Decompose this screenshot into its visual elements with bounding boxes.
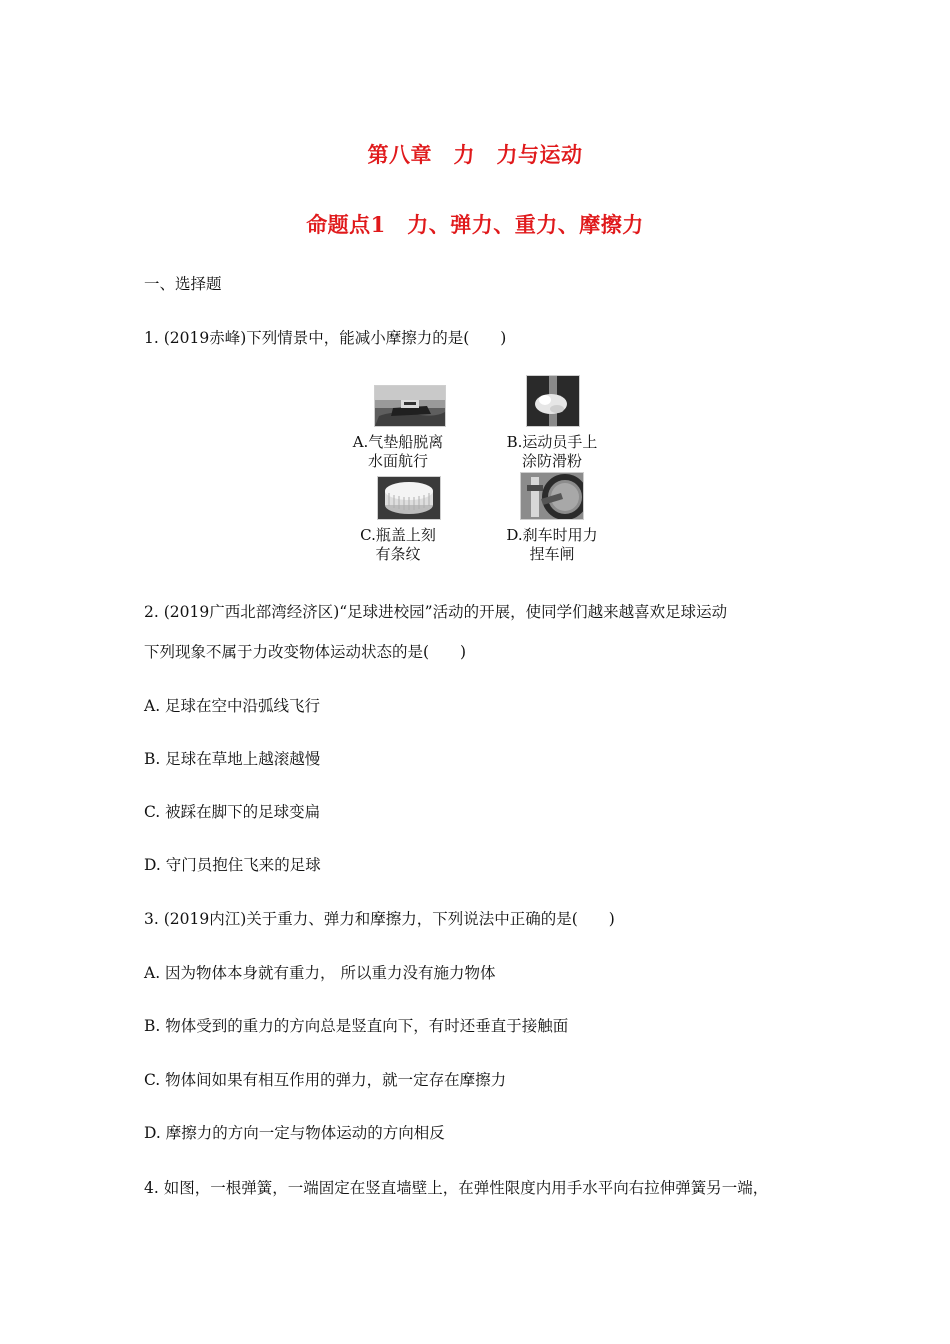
question-2-stem-line2: 下列现象不属于力改变物体运动状态的是( ) bbox=[144, 643, 467, 661]
topic-title: 命题点1 力、弹力、重力、摩擦力 bbox=[306, 212, 644, 237]
option-a-caption bbox=[333, 433, 463, 471]
option-a-line1: A.气垫船脱离 bbox=[352, 433, 444, 451]
bottle-cap-photo bbox=[377, 476, 441, 520]
question-4-stem: 4. 如图，一根弹簧，一端固定在竖直墙壁上，在弹性限度内用手水平向右拉伸弹簧另一端， bbox=[144, 1179, 769, 1197]
hovercraft-photo bbox=[374, 385, 446, 427]
question-2-stem-line1: 2. (2019广西北部湾经济区)“足球进校园”活动的开展，使同学们越来越喜欢足球运动 bbox=[144, 603, 728, 621]
option-c-caption bbox=[333, 526, 463, 564]
question-3-stem: 3. (2019内江)关于重力、弹力和摩擦力，下列说法中正确的是( ) bbox=[144, 910, 615, 928]
question-2-option-a: A. 足球在空中沿弧线飞行 bbox=[144, 697, 321, 715]
option-c-line2: 有条纹 bbox=[375, 545, 421, 563]
chapter-title: 第八章 力 力与运动 bbox=[367, 142, 583, 167]
chalk-hand-photo bbox=[526, 375, 580, 427]
option-c-line1: C.瓶盖上刻 bbox=[360, 526, 436, 544]
question-1-stem: 1. (2019赤峰)下列情景中，能减小摩擦力的是( ) bbox=[144, 329, 507, 347]
option-b-caption bbox=[487, 433, 617, 471]
section-heading: 一、选择题 bbox=[144, 275, 222, 293]
bike-brake-photo bbox=[520, 472, 584, 520]
option-d-line1: D.刹车时用力 bbox=[506, 526, 598, 544]
option-b-line1: B.运动员手上 bbox=[506, 433, 598, 451]
option-b-line2: 涂防滑粉 bbox=[521, 452, 582, 470]
question-2-option-d: D. 守门员抱住飞来的足球 bbox=[144, 856, 321, 874]
option-a-line2: 水面航行 bbox=[367, 452, 428, 470]
option-d-line2: 捏车闸 bbox=[529, 545, 575, 563]
question-3-option-d: D. 摩擦力的方向一定与物体运动的方向相反 bbox=[144, 1124, 445, 1142]
question-3-option-a: A. 因为物体本身就有重力， 所以重力没有施力物体 bbox=[144, 964, 496, 982]
question-3-option-c: C. 物体间如果有相互作用的弹力，就一定存在摩擦力 bbox=[144, 1071, 507, 1089]
question-2-option-c: C. 被踩在脚下的足球变扁 bbox=[144, 803, 321, 821]
question-2-option-b: B. 足球在草地上越滚越慢 bbox=[144, 750, 321, 768]
question-3-option-b: B. 物体受到的重力的方向总是竖直向下，有时还垂直于接触面 bbox=[144, 1017, 569, 1035]
option-d-caption bbox=[487, 526, 617, 564]
